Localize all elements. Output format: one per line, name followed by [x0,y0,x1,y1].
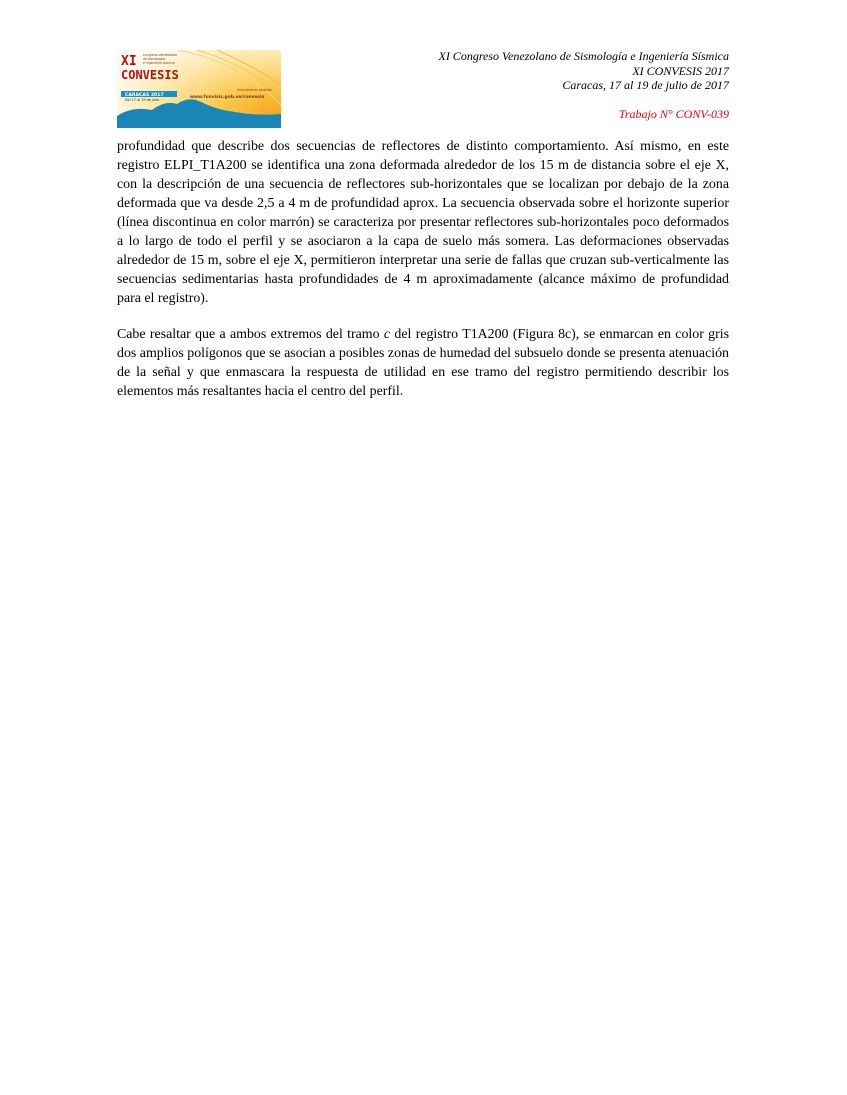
convesis-logo [117,50,281,128]
paragraph-2-part-a: Cabe resaltar que a ambos extremos del tramo [117,327,384,342]
logo-url: www.funvisis.gob.ve/convesis [190,95,265,100]
conference-name: XI Congreso Venezolano de Sismología e Ingeniería Sísmica [438,49,729,63]
logo-dates: Del 17 al 19 de julio [125,98,159,102]
logo-title-xi: XI [121,54,137,69]
logo-city-badge: CARACAS 2017 [125,93,164,98]
logo-small-text-1: congreso venezolano [143,53,177,57]
paragraph-2 [117,325,729,401]
logo-title-convesis: CONVESIS [121,68,179,82]
body-text [117,137,729,418]
conference-header [438,49,729,121]
work-number: Trabajo N° CONV-039 [618,106,729,121]
conference-edition: XI CONVESIS 2017 [632,63,729,78]
paragraph-1: profundidad que describe dos secuencias de reflectores de distinto comportamiento. Así mismo, en este registro ELPI_T1A200 se identifica una zona deformada alrededor de los 15 m de distancia sobre el eje X, con la descripción de una secuencia de reflectores sub-horizontales que se localizan por debajo de la zona deformada que va desde 2,5 a 4 m de profundidad aprox. La secuencia observada sobre el horizonte superior (línea discontinua en color marrón) se caracteriza por presentar reflectores sub-horizontales poco deformados a lo largo de todo el perfil y se asociaron a la capa de suelo más somera. Las deformaciones observadas alrededor de 15 m, sobre el eje X, permitieron interpretar una serie de fallas que cruzan sub-verticalmente las secuencias sedimentarias hasta profundidades de 4 m aproximadamente (alcance máximo de profundidad para el registro). [117,139,729,306]
paragraph-2-italic: c [383,327,391,342]
logo-small-text-2: de sismología [143,57,165,61]
paragraph-2-part-b: del registro T1A200 (Figura 8c), se enmarcan en color gris dos amplios polígonos que se asocian a posibles zonas de humedad del subsuelo donde se presenta atenuación de la señal y que enmascara la respuesta de utilidad en ese tramo del registro permitiendo describir los elementos más resaltantes hacia el centro del perfil. [117,327,729,399]
conference-place-date: Caracas, 17 al 19 de julio de 2017 [562,78,729,92]
convesis-logo-graphic [117,50,281,128]
logo-small-text-3: e ingeniería sísmica [143,61,175,65]
logo-inscriptions: Inscripciones abiertas [237,88,272,92]
